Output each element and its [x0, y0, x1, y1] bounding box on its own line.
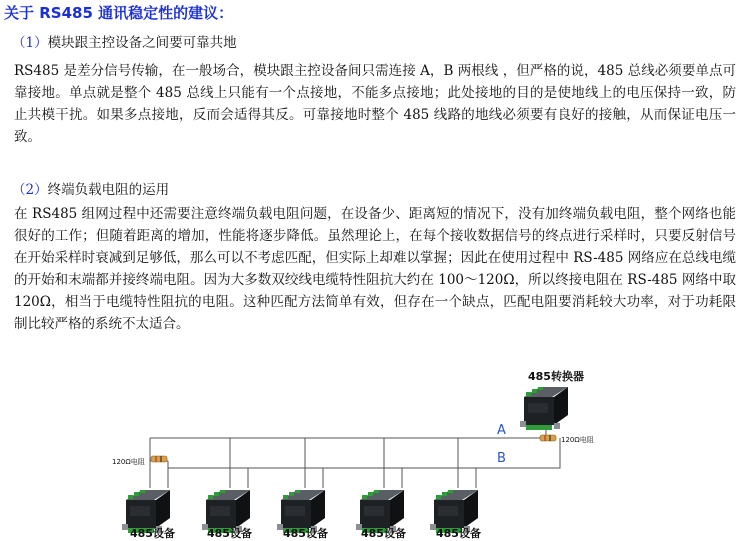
device-label-1: 485设备	[130, 527, 175, 540]
section-2-heading	[12, 178, 169, 198]
resistor-right-label: 120Ω电阻	[561, 436, 594, 444]
section-2-number: （2）	[12, 182, 48, 198]
section-2-body: 在 RS485 组网过程中还需要注意终端负载电阻问题，在设备少、距离短的情况下，没有加终端负载电阻，整个网络也能很好的工作；但随着距离的增加，性能将逐步降低。虽然理论上，在每个接收数据信号的终点进行采样时，只要反射信号在开始采样时衰减到足够低，那么可以不考虑匹配，但实际上却难以掌握；因此在使用过程中 RS-485 网络应在总线电缆的开始和末端都并接终端电阻。因为大多数双绞线电缆特性阻抗大约在 100～120Ω，所以终接电阻在 RS-485 网络中取 120Ω，相当于电缆特性阻抗的电阻。这种匹配方法简单有效，但存在一个缺点，匹配电阻要消耗较大功率，对于功耗限制比较严格的系统不太适合。	[14, 206, 736, 332]
section-2-title: 终端负载电阻的运用	[47, 182, 170, 198]
rs485-wiring-diagram	[0, 360, 738, 541]
page-title: 关于 RS485 通讯稳定性的建议：	[4, 4, 234, 22]
section-1-title: 模块跟主控设备之间要可靠共地	[47, 35, 237, 51]
section-1-body: RS485 是差分信号传输，在一般场合，模块跟主控设备间只需连接 A，B 两根线 ，但严格的说，485 总线必须要单点可靠接地。单点就是整个 485 总线上只能有一个点接地，不能多点接地；此处接地的目的是使地线上的电压保持一致，防止共模干扰。如果多点接地，反而会适得其反。可靠接地时整个 485 线路的地线必须要有良好的接触，从而保证电压一致。	[14, 63, 736, 145]
device-label-5: 485设备	[436, 527, 481, 540]
device-label-4: 485设备	[361, 527, 406, 540]
resistor-left-label: 120Ω电阻	[112, 458, 145, 466]
line-b-label: B	[497, 451, 506, 466]
section-1-number: （1）	[12, 35, 48, 51]
device-label-3: 485设备	[283, 527, 328, 540]
device-label-2: 485设备	[207, 527, 252, 540]
converter-device-icon	[520, 387, 568, 430]
resistor-left-icon	[151, 456, 167, 462]
converter-label: 485转换器	[528, 370, 584, 383]
bus-line-a	[150, 438, 546, 461]
device-drops	[150, 425, 546, 488]
resistor-right-icon	[540, 435, 556, 441]
line-a-label: A	[497, 423, 506, 438]
section-1-heading	[12, 31, 237, 51]
